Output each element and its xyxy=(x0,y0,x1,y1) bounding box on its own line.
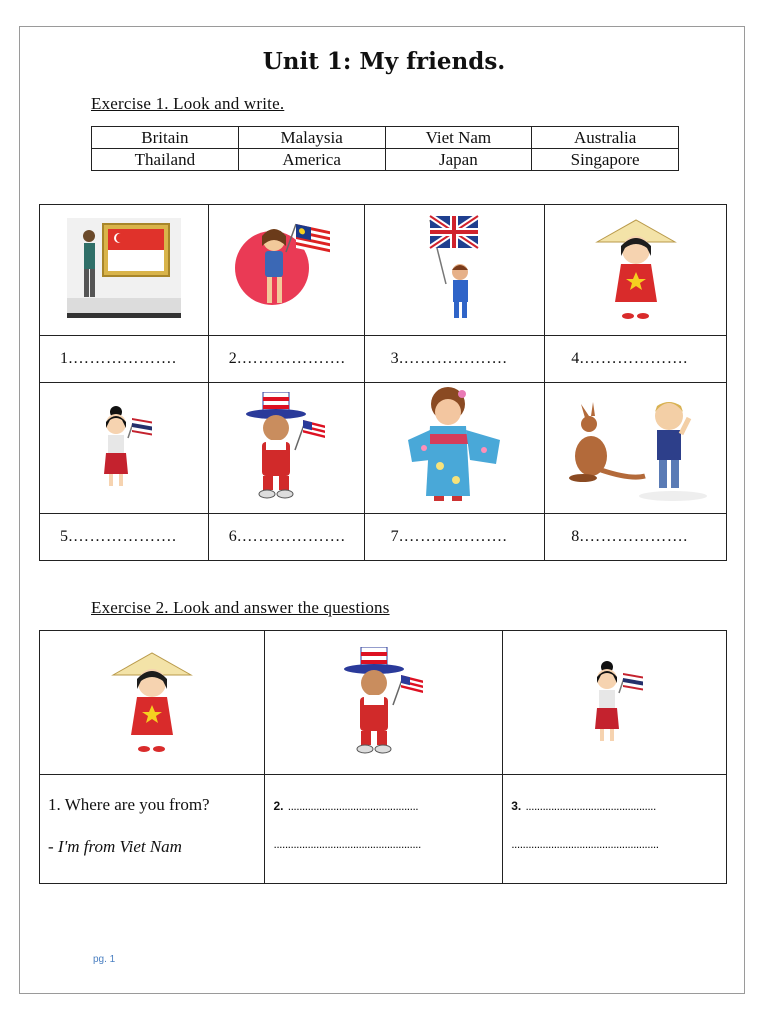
page-title: Unit 1: My friends. xyxy=(262,48,506,75)
answer-blank[interactable]: 4.………………. xyxy=(545,336,727,383)
picture-cell xyxy=(208,383,364,514)
answer-blank[interactable]: 6.………………. xyxy=(208,514,364,561)
question-cell xyxy=(265,775,503,884)
answer-line-2[interactable]: .................................................... xyxy=(511,837,659,851)
picture-row xyxy=(40,631,727,775)
picture-row xyxy=(40,205,727,336)
answer-line-2[interactable]: .................................................... xyxy=(273,837,421,851)
picture-cell xyxy=(545,383,727,514)
word-bank-table xyxy=(91,126,679,171)
answer-blank[interactable]: 3.………………. xyxy=(364,336,545,383)
boy-uk-flag-picture xyxy=(424,214,484,322)
page-number: pg. 1 xyxy=(93,954,116,965)
word-bank-cell: Malaysia xyxy=(238,127,385,149)
question-text: 1. Where are you from? xyxy=(48,795,210,814)
boy-kangaroo-picture xyxy=(561,390,711,502)
answer-line-1[interactable] xyxy=(273,795,496,815)
answer-blank[interactable]: 8.………………. xyxy=(545,514,727,561)
answer-row xyxy=(40,336,727,383)
exercise2-grid xyxy=(39,630,727,884)
word-bank-row xyxy=(92,127,679,149)
boy-singapore-flag-picture xyxy=(67,218,181,318)
question-cell xyxy=(40,775,265,884)
girl-vietnam-dress-picture xyxy=(595,216,677,320)
picture-cell xyxy=(364,383,545,514)
answer-row xyxy=(40,514,727,561)
exercise2-heading: Exercise 2. Look and answer the questions xyxy=(91,598,390,617)
picture-cell xyxy=(40,383,209,514)
word-bank-cell: Viet Nam xyxy=(385,127,532,149)
answer-line-1[interactable] xyxy=(511,795,720,815)
answer-dots: .............................................. xyxy=(525,799,656,813)
picture-cell xyxy=(364,205,545,336)
girl-thailand-flag-picture xyxy=(585,653,645,749)
question-number: 3. xyxy=(511,799,522,813)
picture-cell xyxy=(40,205,209,336)
answer-blank[interactable]: 2.………………. xyxy=(208,336,364,383)
word-bank-cell: Thailand xyxy=(92,149,239,171)
girl-kimono-picture xyxy=(404,386,504,506)
word-bank-cell: Britain xyxy=(92,127,239,149)
word-bank-cell: America xyxy=(238,149,385,171)
word-bank-cell: Singapore xyxy=(532,149,679,171)
question-cell xyxy=(503,775,727,884)
word-bank-row xyxy=(92,149,679,171)
picture-cell xyxy=(545,205,727,336)
picture-cell xyxy=(208,205,364,336)
sample-answer: - I'm from Viet Nam xyxy=(48,837,182,856)
exercise1-heading: Exercise 1. Look and write. xyxy=(91,94,285,113)
picture-cell xyxy=(503,631,727,775)
picture-cell xyxy=(40,631,265,775)
question-row xyxy=(40,775,727,884)
girl-vietnam-dress-picture xyxy=(111,649,193,753)
word-bank-cell: Japan xyxy=(385,149,532,171)
girl-thailand-flag-picture xyxy=(94,398,154,494)
picture-cell xyxy=(265,631,503,775)
picture-row xyxy=(40,383,727,514)
answer-dots: .............................................. xyxy=(287,799,419,813)
answer-blank[interactable]: 1.………………. xyxy=(40,336,209,383)
answer-blank[interactable]: 7.………………. xyxy=(364,514,545,561)
answer-blank[interactable]: 5.………………. xyxy=(40,514,209,561)
word-bank-cell: Australia xyxy=(532,127,679,149)
girl-malaysia-flag-picture xyxy=(234,218,338,318)
exercise1-grid xyxy=(39,204,727,561)
boy-uncle-sam-picture xyxy=(243,392,329,500)
boy-uncle-sam-picture xyxy=(341,647,427,755)
question-number: 2. xyxy=(273,799,284,813)
